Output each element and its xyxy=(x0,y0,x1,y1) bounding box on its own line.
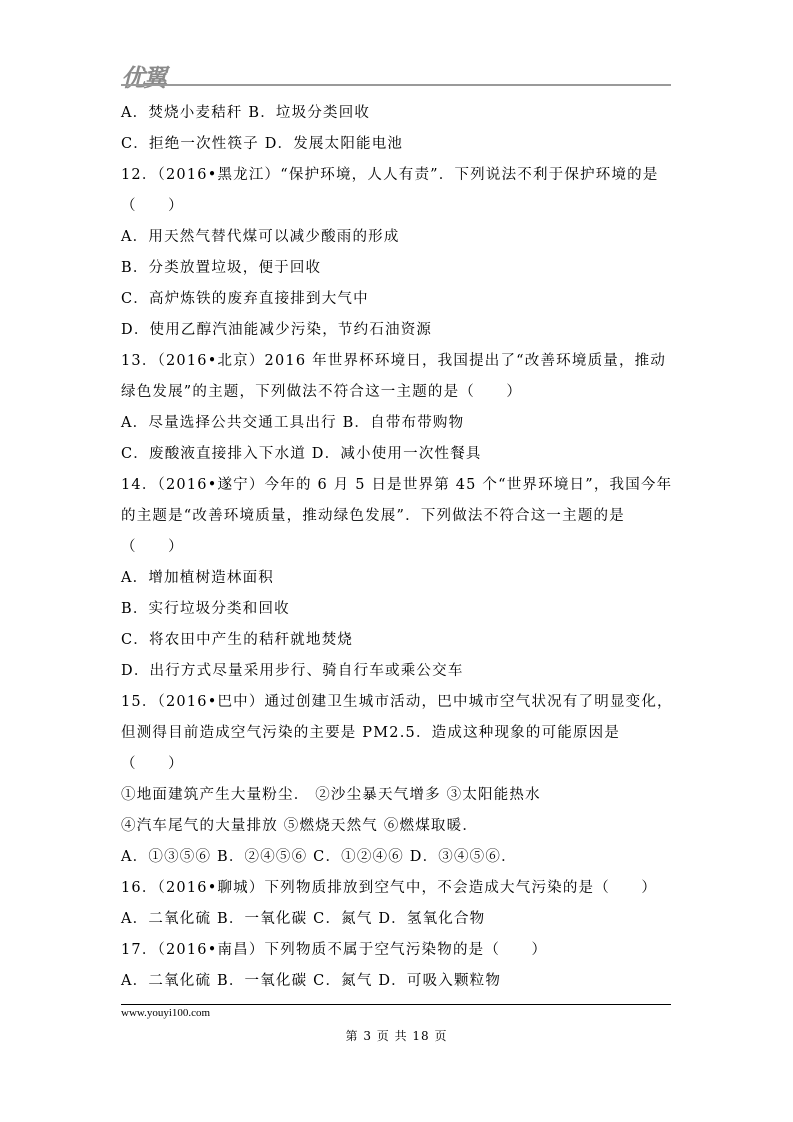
text-line: A．焚烧小麦秸秆 B．垃圾分类回收 xyxy=(121,105,371,121)
footer-url: www.youyi100.com xyxy=(121,1007,211,1019)
text-line: 16．（2016•聊城）下列物质排放到空气中，不会造成大气污染的是（ ） xyxy=(121,880,658,896)
text-line: A．二氧化硫 B．一氧化碳 C．氮气 D．氢氧化合物 xyxy=(121,911,486,927)
text-line: ①地面建筑产生大量粉尘． ②沙尘暴天气增多 ③太阳能热水 xyxy=(121,787,541,803)
text-line: A．①③⑤⑥ B．②④⑤⑥ C．①②④⑥ D．③④⑤⑥． xyxy=(121,849,517,865)
text-line: 12．（2016•黑龙江）“保护环境，人人有责”．下列说法不利于保护环境的是 xyxy=(121,167,659,183)
text-line: （ ） xyxy=(121,198,184,214)
text-line: D．使用乙醇汽油能减少污染，节约石油资源 xyxy=(121,322,433,338)
text-line: 17．（2016•南昌）下列物质不属于空气污染物的是（ ） xyxy=(121,942,548,958)
text-line: （ ） xyxy=(121,539,184,555)
text-line: 15．（2016•巴中）通过创建卫生城市活动，巴中城市空气状况有了明显变化， xyxy=(121,694,673,710)
text-line: B．分类放置垃圾，便于回收 xyxy=(121,260,322,276)
header-divider xyxy=(121,84,671,86)
question-content xyxy=(121,98,677,997)
text-line: C．将农田中产生的秸秆就地焚烧 xyxy=(121,632,354,648)
text-line: A．尽量选择公共交通工具出行 B．自带布带购物 xyxy=(121,415,465,431)
footer-divider xyxy=(121,1004,671,1005)
text-line: 的主题是“改善环境质量，推动绿色发展”．下列做法不符合这一主题的是 xyxy=(121,508,625,524)
text-line: A．二氧化硫 B．一氧化碳 C．氮气 D．可吸入颗粒物 xyxy=(121,973,502,989)
text-line: A．用天然气替代煤可以减少酸雨的形成 xyxy=(121,229,400,245)
text-line: D．出行方式尽量采用步行、骑自行车或乘公交车 xyxy=(121,663,464,679)
text-line: A．增加植树造林面积 xyxy=(121,570,274,586)
text-line: C．高炉炼铁的废弃直接排到大气中 xyxy=(121,291,369,307)
text-line: 13．（2016•北京）2016 年世界杯环境日，我国提出了“改善环境质量，推动 xyxy=(121,353,667,369)
text-line: 但测得目前造成空气污染的主要是 PM2.5．造成这种现象的可能原因是 xyxy=(121,725,621,741)
text-line: 绿色发展”的主题，下列做法不符合这一主题的是（ ） xyxy=(121,384,523,400)
text-line: B．实行垃圾分类和回收 xyxy=(121,601,290,617)
text-line: 14．（2016•遂宁）今年的 6 月 5 日是世界第 45 个“世界环境日”，我国今年 xyxy=(121,477,673,493)
text-line: C．拒绝一次性筷子 D．发展太阳能电池 xyxy=(121,136,404,152)
text-line: ④汽车尾气的大量排放 ⑤燃烧天然气 ⑥燃煤取暖． xyxy=(121,818,479,834)
page-number: 第 3 页 共 18 页 xyxy=(345,1029,448,1043)
text-line: C．废酸液直接排入下水道 D．减小使用一次性餐具 xyxy=(121,446,482,462)
text-line: （ ） xyxy=(121,756,184,772)
brand-logo: 优翼 xyxy=(121,64,165,92)
